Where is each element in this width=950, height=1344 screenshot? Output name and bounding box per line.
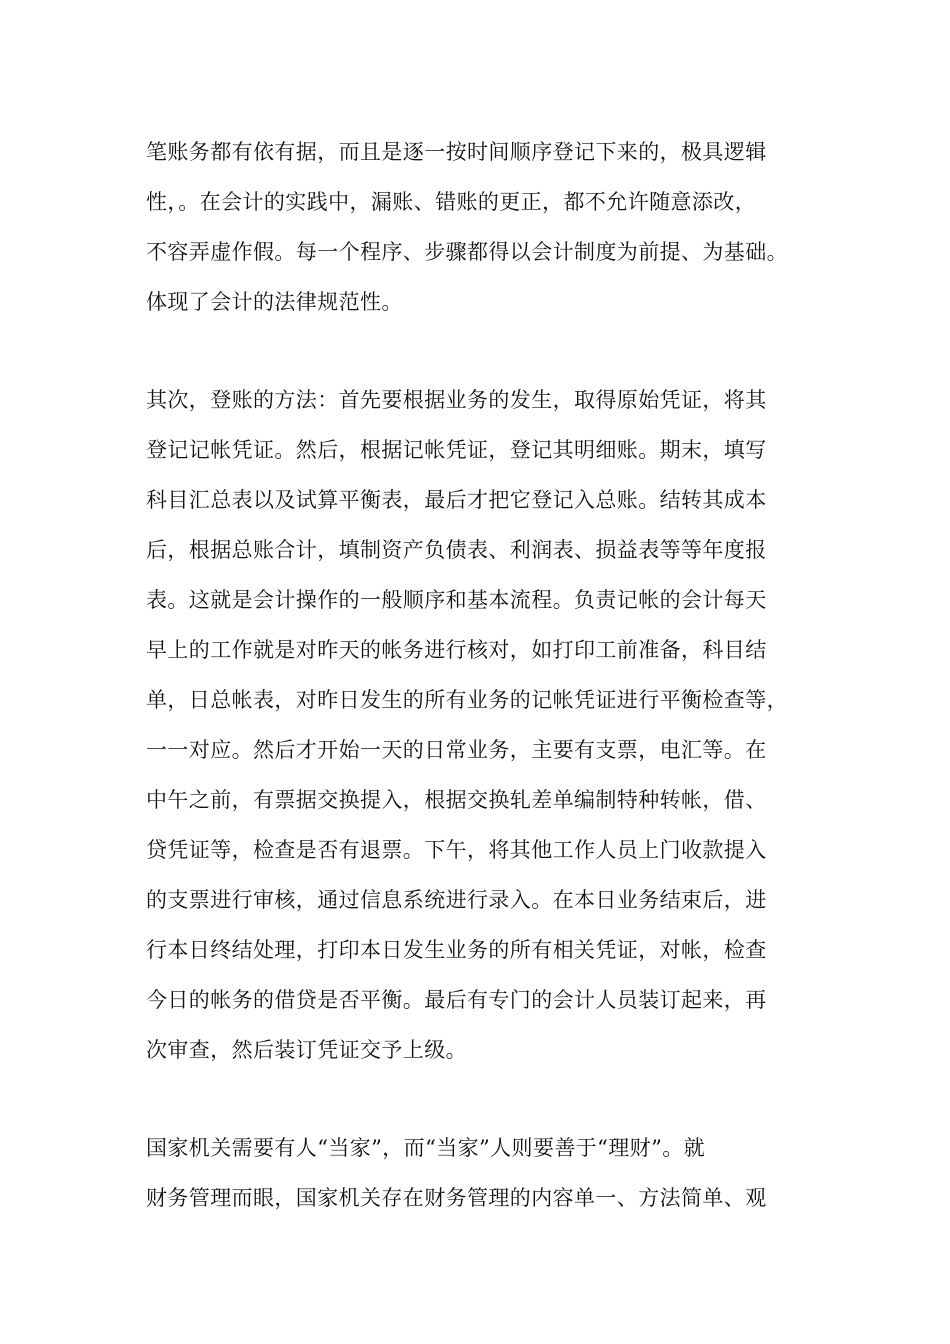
text-line: 不容弄虚作假。每一个程序、步骤都得以会计制度为前提、为基础。	[146, 240, 788, 264]
text-line: 一一对应。然后才开始一天的日常业务，主要有支票，电汇等。在	[146, 738, 767, 762]
text-line: 的支票进行审核，通过信息系统进行录入。在本日业务结束后，进	[146, 888, 767, 912]
text-line: 表。这就是会计操作的一般顺序和基本流程。负责记帐的会计每天	[146, 588, 767, 612]
text-line: 今日的帐务的借贷是否平衡。最后有专门的会计人员装订起来，再	[146, 988, 767, 1012]
text-line: 行本日终结处理，打印本日发生业务的所有相关凭证，对帐，检查	[146, 938, 767, 962]
text-line: 后，根据总账合计，填制资产负债表、利润表、损益表等等年度报	[146, 538, 767, 562]
text-line: 贷凭证等，检查是否有退票。下午，将其他工作人员上门收款提入	[146, 838, 767, 862]
text-line: 中午之前，有票据交换提入，根据交换轧差单编制特种转帐，借、	[146, 788, 767, 812]
text-line: 单，日总帐表，对昨日发生的所有业务的记帐凭证进行平衡检查等，	[146, 688, 788, 712]
text-line: 早上的工作就是对昨天的帐务进行核对，如打印工前准备，科目结	[146, 638, 767, 662]
text-line: 笔账务都有依有据，而且是逐一按时间顺序登记下来的，极具逻辑	[146, 140, 767, 164]
text-line: 科目汇总表以及试算平衡表，最后才把它登记入总账。结转其成本	[146, 488, 767, 512]
text-line: 其次，登账的方法：首先要根据业务的发生，取得原始凭证，将其	[146, 388, 767, 412]
text-line: 体现了会计的法律规范性。	[146, 290, 403, 314]
text-line: 财务管理而眼，国家机关存在财务管理的内容单一、方法简单、观	[146, 1186, 767, 1210]
text-line: 性，。在会计的实践中，漏账、错账的更正，都不允许随意添改，	[146, 190, 757, 214]
text-line: 国家机关需要有人“当家”，而“当家”人则要善于“理财”。就	[146, 1136, 706, 1160]
text-line: 登记记帐凭证。然后，根据记帐凭证，登记其明细账。期末，填写	[146, 438, 767, 462]
text-line: 次审查，然后装订凭证交予上级。	[146, 1038, 467, 1062]
